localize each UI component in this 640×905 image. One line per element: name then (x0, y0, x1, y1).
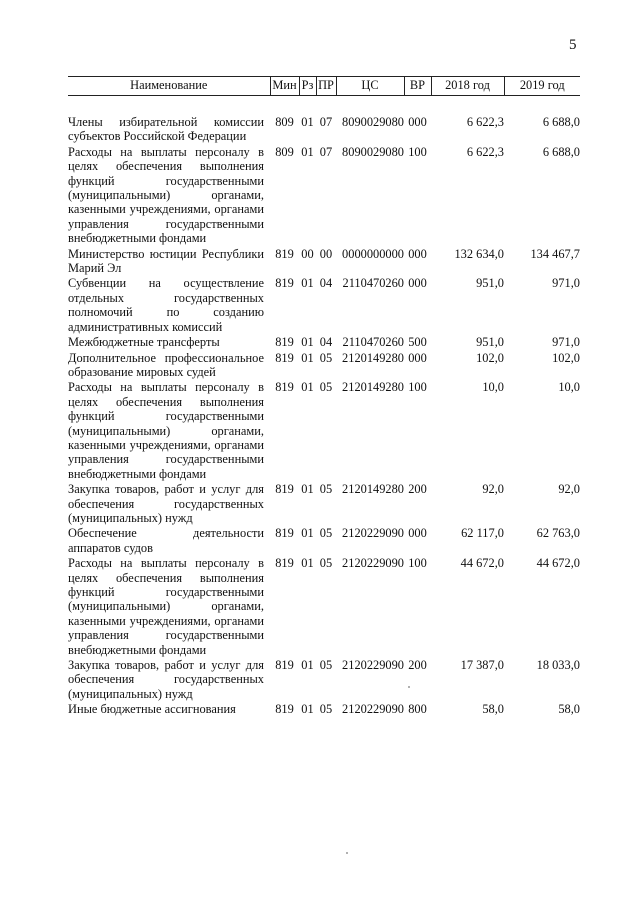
cell-min: 819 (275, 556, 294, 571)
cell-rz: 01 (301, 144, 314, 159)
cell-2019: 6 688,0 (542, 115, 580, 129)
cell-vr: 200 (408, 482, 427, 497)
cell-vr: 200 (408, 658, 427, 673)
col-header-min: Мин (270, 77, 299, 96)
table-row (68, 701, 580, 716)
cell-name: Закупка товаров, работ и услуг для обеспечения государственных (муниципальных) нужд (68, 482, 264, 525)
cell-min: 819 (275, 702, 294, 717)
page-number: 5 (569, 37, 577, 53)
cell-name: Расходы на выплаты персоналу в целях обеспечения выполнения функций государственными (муниципальными) органами, казенными учреждениями, органами управления государственными внебюджетными фондами (68, 556, 264, 657)
cell-min: 819 (275, 658, 294, 673)
cell-vr: 000 (408, 350, 427, 365)
table-header-row (68, 77, 580, 96)
cell-rz: 01 (301, 380, 314, 395)
cell-name: Иные бюджетные ассигнования (68, 702, 236, 717)
cell-vr: 000 (408, 526, 427, 541)
cell-min: 809 (275, 144, 294, 159)
cell-min: 819 (275, 246, 294, 261)
cell-vr: 500 (408, 335, 427, 350)
table-row (68, 555, 580, 657)
cell-cs: 0000000000 (342, 246, 404, 261)
cell-pr: 05 (319, 350, 333, 365)
cell-name: Расходы на выплаты персоналу в целях обеспечения выполнения функций государственными (муниципальными) органами, казенными учреждениями, органами управления государственными внебюджетными фондами (68, 144, 264, 246)
cell-2018: 102,0 (476, 350, 504, 365)
cell-cs: 2120149280 (342, 482, 404, 497)
cell-2018: 6 622,3 (466, 115, 504, 129)
cell-rz: 01 (301, 526, 314, 541)
cell-rz: 01 (301, 276, 314, 291)
col-header-cs: ЦС (336, 77, 404, 96)
table-row (68, 379, 580, 481)
cell-2018: 6 622,3 (466, 144, 504, 159)
cell-vr: 000 (408, 276, 427, 291)
cell-2019: 92,0 (558, 482, 580, 497)
cell-2019: 134 467,7 (530, 246, 580, 261)
cell-pr: 05 (319, 380, 333, 395)
cell-name: Дополнительное профессиональное образование мировых судей (68, 350, 264, 379)
cell-name: Члены избирательной комиссии субъектов Российской Федерации (68, 115, 264, 144)
table-row (68, 96, 580, 144)
cell-rz: 01 (301, 350, 314, 365)
cell-2018: 951,0 (476, 335, 504, 350)
col-header-2019: 2019 год (519, 78, 565, 92)
cell-cs: 2120229090 (342, 526, 404, 541)
cell-2018: 58,0 (482, 702, 504, 717)
cell-min: 819 (275, 276, 294, 291)
scan-speck (408, 686, 410, 688)
cell-vr: 800 (408, 702, 427, 717)
cell-cs: 2110470260 (342, 335, 404, 350)
cell-min: 819 (275, 335, 294, 350)
col-header-name: Наименование (68, 77, 270, 96)
cell-2019: 6 688,0 (542, 144, 580, 159)
cell-2019: 58,0 (558, 702, 580, 717)
table-row (68, 246, 580, 276)
cell-2019: 44 672,0 (536, 556, 580, 571)
table-row (68, 275, 580, 334)
cell-pr: 05 (319, 702, 333, 717)
cell-name: Министерство юстиции Республики Марий Эл (68, 246, 264, 276)
cell-pr: 07 (319, 115, 333, 129)
cell-cs: 2120229090 (342, 658, 404, 673)
table-row (68, 481, 580, 525)
cell-2018: 951,0 (476, 276, 504, 291)
cell-cs: 2120149280 (342, 380, 404, 395)
cell-2019: 10,0 (558, 380, 580, 395)
cell-rz: 00 (301, 246, 314, 261)
cell-vr: 100 (408, 556, 427, 571)
cell-min: 819 (275, 380, 294, 395)
cell-rz: 01 (301, 482, 314, 497)
cell-min: 819 (275, 350, 294, 365)
cell-pr: 07 (319, 144, 333, 159)
cell-min: 819 (275, 482, 294, 497)
cell-rz: 01 (301, 702, 314, 717)
cell-vr: 000 (408, 115, 427, 129)
cell-cs: 2110470260 (342, 276, 404, 291)
cell-2018: 132 634,0 (454, 246, 504, 261)
cell-vr: 100 (408, 380, 427, 395)
cell-2018: 17 387,0 (460, 658, 504, 673)
cell-rz: 01 (301, 115, 314, 129)
table-row (68, 657, 580, 701)
cell-vr: 100 (408, 144, 427, 159)
cell-min: 819 (275, 526, 294, 541)
cell-cs: 8090029080 (342, 144, 404, 159)
cell-name: Закупка товаров, работ и услуг для обеспечения государственных (муниципальных) нужд (68, 658, 264, 701)
cell-pr: 00 (319, 246, 333, 261)
cell-2019: 62 763,0 (536, 526, 580, 541)
cell-2019: 102,0 (552, 350, 580, 365)
cell-pr: 05 (319, 556, 333, 571)
cell-pr: 05 (319, 658, 333, 673)
cell-cs: 2120229090 (342, 702, 404, 717)
cell-2018: 62 117,0 (461, 526, 504, 541)
cell-vr: 000 (408, 246, 427, 261)
col-header-rz: Рз (299, 77, 316, 96)
cell-name: Субвенции на осуществление отдельных государственных полномочий по созданию административных комиссий (68, 276, 264, 334)
cell-2019: 971,0 (552, 276, 580, 291)
cell-2018: 44 672,0 (460, 556, 504, 571)
scan-speck (346, 852, 348, 854)
col-header-pr: ПР (316, 77, 336, 96)
cell-2019: 18 033,0 (536, 658, 580, 673)
cell-pr: 05 (319, 526, 333, 541)
cell-name: Расходы на выплаты персоналу в целях обеспечения выполнения функций государственными (муниципальными) органами, казенными учреждениями, органами управления государственными внебюджетными фондами (68, 380, 264, 481)
cell-cs: 2120229090 (342, 556, 404, 571)
cell-2018: 10,0 (482, 380, 504, 395)
budget-table (68, 76, 580, 717)
col-header-2018: 2018 год (431, 77, 504, 96)
cell-rz: 01 (301, 556, 314, 571)
table-row (68, 144, 580, 246)
cell-name: Обеспечение деятельности аппаратов судов (68, 526, 264, 555)
cell-pr: 05 (319, 482, 333, 497)
cell-2019: 971,0 (552, 335, 580, 350)
cell-name: Межбюджетные трансферты (68, 335, 220, 350)
cell-cs: 2120149280 (342, 350, 404, 365)
cell-rz: 01 (301, 335, 314, 350)
col-header-vr: ВР (404, 77, 431, 96)
cell-pr: 04 (319, 276, 333, 291)
cell-2018: 92,0 (482, 482, 504, 497)
table-row (68, 334, 580, 349)
cell-rz: 01 (301, 658, 314, 673)
cell-min: 809 (275, 115, 294, 129)
table-row (68, 525, 580, 555)
cell-cs: 8090029080 (342, 115, 404, 129)
cell-pr: 04 (319, 335, 333, 350)
table-row (68, 350, 580, 380)
